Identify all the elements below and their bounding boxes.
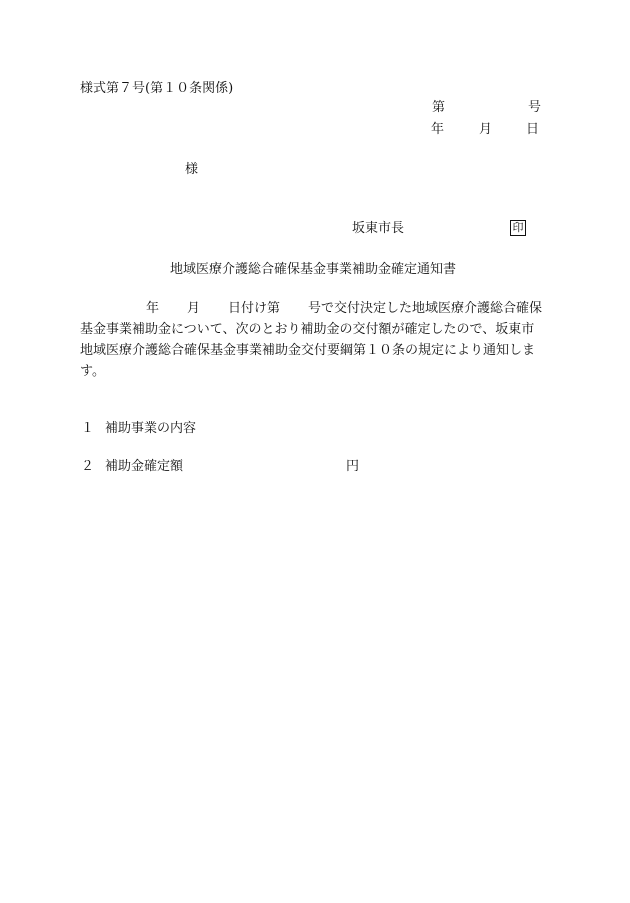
item-number: １: [81, 421, 95, 436]
recipient-honorific: 様: [185, 162, 199, 177]
date-day-label: 日: [526, 122, 540, 137]
body-line-1-tail: 号で交付決定した地域医療介護総合確保: [308, 301, 543, 316]
amount-unit: 円: [346, 459, 360, 474]
form-number: 様式第７号(第１０条関係): [80, 81, 234, 96]
item-label: 補助金確定額: [105, 459, 184, 474]
list-item: [81, 421, 196, 437]
document-number-prefix: 第: [432, 100, 446, 115]
body-line-4: す。: [80, 364, 105, 379]
seal-mark: 印: [510, 220, 526, 236]
body-date-ref: 日付け第: [228, 301, 281, 316]
issuer-title: 坂東市長: [352, 221, 405, 236]
date-year-label: 年: [431, 122, 445, 137]
document-number-suffix: 号: [528, 100, 542, 115]
body-year: 年: [146, 301, 160, 316]
list-item: [81, 459, 183, 475]
body-line-3: 地域医療介護総合確保基金事業補助金交付要綱第１０条の規定により通知しま: [80, 343, 536, 358]
item-label: 補助事業の内容: [105, 421, 197, 436]
body-line-1: [80, 298, 556, 319]
body-month: 月: [187, 301, 201, 316]
date-month-label: 月: [479, 122, 493, 137]
body-line-2: 基金事業補助金について、次のとおり補助金の交付額が確定したので、坂東市: [80, 322, 535, 337]
body-paragraph: [80, 298, 556, 382]
item-number: ２: [81, 459, 95, 474]
document-title: 地域医療介護総合確保基金事業補助金確定通知書: [170, 262, 457, 277]
